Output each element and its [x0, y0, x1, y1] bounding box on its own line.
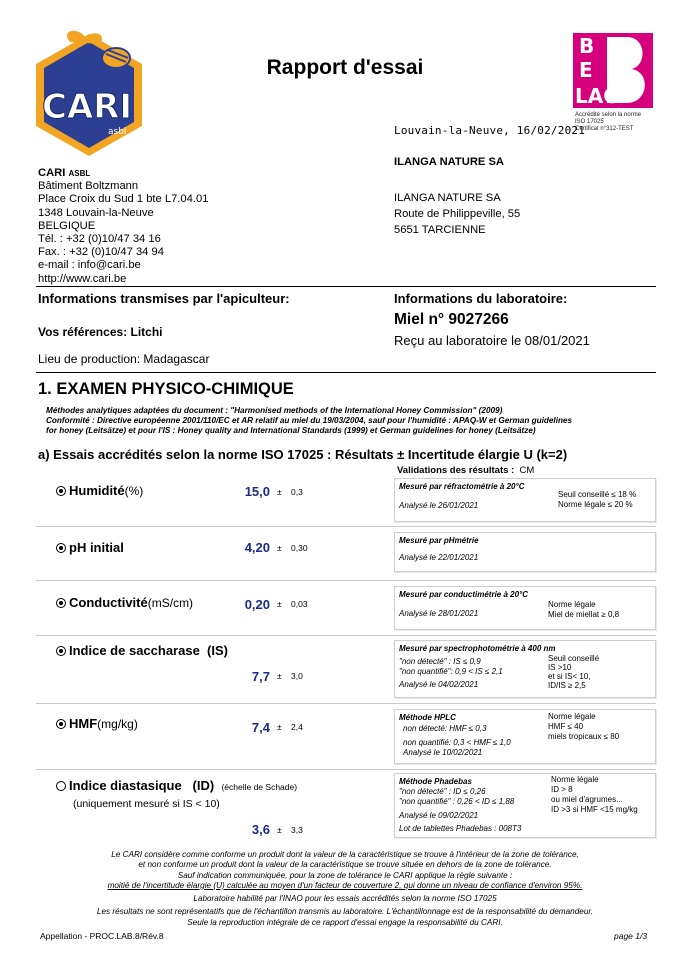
- belac-letter-e: E: [579, 58, 593, 82]
- test-humidity: [56, 483, 143, 498]
- beekeeper-info-heading: Informations transmises par l'apiculteur:: [38, 291, 290, 306]
- test-label: pH initial: [69, 540, 124, 555]
- belac-logo: [573, 33, 653, 108]
- test-label: Conductivité: [69, 595, 148, 610]
- norm-line: ID >3 si HMF <15 mg/kg: [551, 805, 638, 814]
- plus-minus: ±: [277, 487, 282, 497]
- method-line: "non quantifié" : 0,26 < ID ≤ 1,88: [399, 797, 515, 806]
- validations-label: Validations des résultats :: [397, 465, 515, 476]
- norm-line: Norme légale: [548, 600, 596, 609]
- methods-line: Conformité : Directive européenne 2001/110/EC et AR relatif au miel du 19/03/2004, sauf pour l'humidité : APAQ-W et German guidelines: [46, 416, 573, 425]
- test-label: HMF: [69, 716, 98, 731]
- method-line: non détecté: HMF ≤ 0,3: [403, 724, 487, 733]
- norm-line: IS >10: [548, 663, 572, 672]
- norm-line: Norme légale: [551, 775, 599, 784]
- radio-filled-icon: [56, 598, 66, 608]
- analysed-date: Analysé le 09/02/2021: [399, 811, 479, 820]
- address-line: BELGIQUE: [38, 219, 96, 232]
- method-title: Mesuré par conductimétrie à 20°C: [399, 590, 529, 599]
- test-unit: (%): [124, 484, 144, 498]
- method-box: [394, 709, 656, 764]
- radio-filled-icon: [56, 646, 66, 656]
- footer-reference: Appellation - PROC.LAB.8/Rév.8: [40, 931, 164, 941]
- plus-minus: ±: [277, 671, 282, 681]
- belac-caption-line: Certificat n°312-TEST: [575, 126, 634, 132]
- row-separator: [36, 703, 656, 704]
- method-box: [394, 640, 656, 698]
- footer-note-line: Seule la reproduction intégrale de ce rapport d'essai engage la responsabilité du CARI.: [187, 917, 503, 927]
- method-title: Mesuré par spectrophotométrie à 400 nm: [399, 644, 556, 653]
- method-title: Mesuré par réfractométrie à 20°C: [399, 482, 525, 491]
- lab-org-suffix: ASBL: [68, 169, 91, 178]
- test-value: 4,20: [244, 540, 270, 555]
- footer-note-line: moitié de l'incertitude élargie (U) calculée au moyen d'un facteur de couverture 2, qui donne un niveau de confiance d'environ 95%.: [107, 880, 583, 890]
- belac-caption-line: ISO 17025: [575, 119, 604, 125]
- radio-empty-icon: [56, 781, 66, 791]
- plus-minus: ±: [277, 543, 282, 553]
- belac-letter-c: C: [603, 84, 618, 108]
- address-line: 1348 Louvain-la-Neuve: [38, 206, 154, 219]
- address-line: Place Croix du Sud 1 bte L7.04.01: [38, 193, 209, 206]
- test-value: 3,6: [251, 822, 270, 837]
- footer-note-line: Le CARI considère comme conforme un produit dont la valeur de la caractéristique se trouve à l'intérieur de la zone de tolérance,: [111, 850, 579, 859]
- belac-letter-l: L: [575, 84, 588, 108]
- radio-filled-icon: [56, 543, 66, 553]
- cari-logo-sub: asbl: [108, 127, 127, 137]
- address-fax: Fax. : +32 (0)10/47 34 94: [38, 246, 164, 259]
- norm-line: Seuil conseillé: [548, 654, 600, 663]
- methods-text: [46, 406, 666, 436]
- divider: [36, 286, 656, 287]
- norm-side: [558, 490, 636, 510]
- method-box: [394, 478, 656, 522]
- norm-side: [548, 654, 599, 690]
- plus-minus: ±: [277, 599, 282, 609]
- address-email[interactable]: e-mail : info@cari.be: [38, 259, 141, 272]
- client-references: Vos références: Litchi: [38, 325, 163, 339]
- lab-address: [38, 167, 208, 286]
- belac-letter-b: B: [579, 34, 595, 58]
- norm-line: Seuil conseillé ≤ 18 %: [558, 490, 637, 499]
- footer-note-line: et non conforme un produit dont la valeur de la caractéristique se trouve située en dehors de la zone de tolérance.: [138, 860, 552, 870]
- client-address-line: 5651 TARCIENNE: [394, 224, 486, 236]
- section-title: 1. EXAMEN PHYSICO-CHIMIQUE: [38, 380, 294, 398]
- test-unit: (IS): [207, 643, 228, 658]
- plus-minus: ±: [277, 825, 282, 835]
- divider: [36, 372, 656, 373]
- norm-line: miels tropicaux ≤ 80: [548, 732, 620, 741]
- method-line: non quantifié: 0,3 < HMF ≤ 1,0: [403, 738, 511, 747]
- method-box: [394, 586, 656, 630]
- sample-number: Miel n° 9027266: [394, 311, 509, 328]
- radio-filled-icon: [56, 486, 66, 496]
- footer-notes: [0, 850, 690, 928]
- methods-line: Méthodes analytiques adaptées du document : "Harmonised methods of the International Honey Commission" (2009): [46, 406, 503, 415]
- belac-letter-a: A: [587, 84, 604, 108]
- method-extra: Lot de tablettes Phadebas : 008T3: [399, 824, 522, 833]
- client-address: [394, 190, 520, 238]
- received-date: Reçu au laboratoire le 08/01/2021: [394, 333, 590, 348]
- row-separator: [36, 769, 656, 770]
- test-uncertainty: 2,4: [291, 722, 303, 732]
- norm-side: [548, 600, 619, 620]
- test-conductivity: [56, 595, 193, 610]
- address-line: Bâtiment Boltzmann: [38, 180, 139, 193]
- norm-side: [548, 712, 619, 742]
- norm-line: ID > 8: [551, 785, 573, 794]
- row-separator: [36, 635, 656, 636]
- client-address-line: ILANGA NATURE SA: [394, 192, 501, 204]
- method-box: [394, 532, 656, 572]
- test-label: Indice de saccharase: [69, 643, 200, 658]
- cari-logo: [30, 28, 148, 162]
- norm-line: ID/IS ≥ 2,5: [548, 681, 586, 690]
- belac-caption: [575, 112, 665, 133]
- method-line: "non détecté" : ID ≤ 0,26: [399, 787, 486, 796]
- footer-note-line: Les résultats ne sont représentatifs que de l'échantillon transmis au laboratoire. L'échantillonnage est de la responsabilité du demandeur.: [96, 907, 594, 917]
- test-unit: (mg/kg): [97, 717, 138, 731]
- test-value: 7,4: [251, 720, 270, 735]
- test-unit: (mS/cm): [147, 596, 194, 610]
- test-diastase: [56, 778, 297, 793]
- test-label: Indice diastasique: [69, 778, 182, 793]
- footer-note-line: Sauf indication communiquée, pour la zone de tolérance le CARI applique la règle suivante :: [177, 870, 513, 880]
- method-title: Méthode HPLC: [399, 713, 456, 722]
- lab-org: CARI ASBL: [38, 167, 91, 179]
- plus-minus: ±: [277, 722, 282, 732]
- method-line: "non quantifié": 0,9 < IS ≤ 2,1: [399, 667, 503, 676]
- radio-filled-icon: [56, 719, 66, 729]
- test-subnote: (uniquement mesuré si IS < 10): [73, 798, 220, 810]
- analysed-date: Analysé le 22/01/2021: [399, 553, 479, 562]
- norm-line: Norme légale: [548, 712, 596, 721]
- analysed-date: Analysé le 26/01/2021: [399, 501, 479, 510]
- svg-text:LAC: [575, 84, 618, 108]
- analysed-date: Analysé le 10/02/2021: [403, 748, 483, 757]
- test-uncertainty: 3,0: [291, 671, 303, 681]
- test-value: 0,20: [244, 597, 270, 612]
- page-title: Rapport d'essai: [266, 56, 424, 79]
- analysed-date: Analysé le 04/02/2021: [399, 680, 479, 689]
- client-address-line: Route de Philippeville, 55: [394, 208, 521, 220]
- test-value: 7,7: [251, 669, 270, 684]
- client-name: ILANGA NATURE SA: [394, 156, 505, 168]
- norm-line: ou miel d'agrumes...: [551, 795, 623, 804]
- address-website[interactable]: http://www.cari.be: [38, 272, 127, 285]
- analysed-date: Analysé le 28/01/2021: [399, 609, 479, 618]
- test-uncertainty: 0,03: [291, 599, 308, 609]
- method-line: "non détecté" : IS ≤ 0,9: [399, 657, 481, 666]
- row-separator: [36, 580, 656, 581]
- test-ph: [56, 540, 124, 555]
- date-line: Louvain-la-Neuve, 16/02/2021: [394, 124, 586, 137]
- row-separator: [36, 526, 656, 527]
- validations: [397, 465, 534, 476]
- norm-line: Miel de miellat ≥ 0,8: [548, 610, 620, 619]
- test-unit: (ID): [192, 778, 215, 793]
- accredited-subtitle: a) Essais accrédités selon la norme ISO 17025 : Résultats ± Incertitude élargie U (k=2): [38, 447, 568, 462]
- method-title: Méthode Phadebas: [399, 777, 472, 786]
- methods-line: for honey (Leitsätze) et pour l'IS : Honey quality and International Standards (1999) et German guidelines for honey (Leitsätze): [46, 426, 536, 435]
- test-hmf: [56, 716, 138, 731]
- test-note: (échelle de Schade): [221, 782, 298, 792]
- production-place: Lieu de production: Madagascar: [38, 352, 210, 366]
- page-number: page 1/3: [614, 931, 648, 941]
- norm-line: Norme légale ≤ 20 %: [558, 500, 633, 509]
- address-phone: Tél. : +32 (0)10/47 34 16: [38, 233, 161, 246]
- test-value: 15,0: [244, 484, 270, 499]
- validations-value: CM: [519, 465, 535, 476]
- norm-line: HMF ≤ 40: [548, 722, 584, 731]
- test-uncertainty: 0,30: [291, 543, 308, 553]
- footer-note-line: Laboratoire habilité par l'INAO pour les essais accrédités selon la norme ISO 17025: [193, 894, 497, 904]
- belac-caption-line: Accrédité selon la norme: [575, 112, 642, 118]
- method-box: [394, 773, 656, 838]
- test-uncertainty: 3,3: [291, 825, 303, 835]
- norm-line: et si IS< 10,: [548, 672, 591, 681]
- test-saccharase: [56, 643, 228, 658]
- cari-logo-text: CARI: [41, 87, 133, 127]
- test-uncertainty: 0,3: [291, 487, 303, 497]
- test-label: Humidité: [69, 483, 125, 498]
- lab-info-heading: Informations du laboratoire:: [394, 291, 568, 306]
- norm-side: [551, 775, 638, 815]
- method-title: Mesuré par pHmétrie: [399, 536, 479, 545]
